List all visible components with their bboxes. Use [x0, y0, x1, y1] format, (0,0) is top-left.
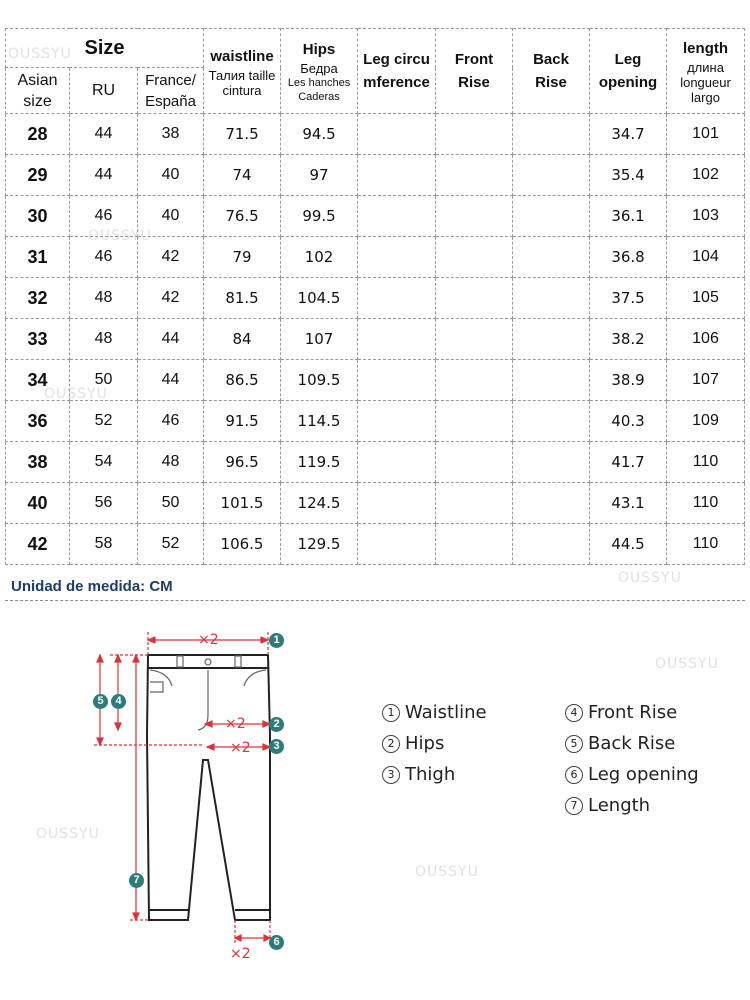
legend-number: 1: [382, 704, 400, 722]
watermark: OUSSYU: [618, 570, 682, 586]
cell-length: 102: [667, 155, 745, 196]
cell-front-rise: [436, 442, 513, 483]
cell-asian: 38: [6, 442, 70, 483]
cell-leg-circ: [358, 483, 436, 524]
cell-leg-opening: 37.5: [590, 278, 667, 319]
size-header: Size: [6, 29, 204, 68]
cell-asian: 31: [6, 237, 70, 278]
cell-waist: 74: [204, 155, 281, 196]
cell-hips: 102: [281, 237, 358, 278]
legend-number: 6: [565, 766, 583, 784]
legend-label: Length: [588, 795, 651, 816]
legend-label: Hips: [405, 733, 445, 754]
cell-ru: 48: [70, 278, 138, 319]
cell-ru: 46: [70, 237, 138, 278]
hips-translations: Les hanches Caderas: [287, 77, 351, 103]
cell-waist: 81.5: [204, 278, 281, 319]
table-row: [6, 524, 745, 565]
cell-back-rise: [513, 278, 590, 319]
table-row: [6, 483, 745, 524]
cell-hips: 97: [281, 155, 358, 196]
cell-front-rise: [436, 319, 513, 360]
measurement-lines: [94, 632, 270, 945]
cell-length: 104: [667, 237, 745, 278]
cell-ru: 54: [70, 442, 138, 483]
cell-ru: 50: [70, 360, 138, 401]
cell-leg-opening: 41.7: [590, 442, 667, 483]
cell-back-rise: [513, 524, 590, 565]
thigh-x2-label: ×2: [230, 740, 251, 756]
cell-asian: 42: [6, 524, 70, 565]
unit-note: Unidad de medida: CM: [11, 578, 173, 595]
cell-leg-opening: 44.5: [590, 524, 667, 565]
length-translations: длина longueur largo: [680, 60, 731, 105]
legend-label: Back Rise: [588, 733, 676, 754]
length-header: [667, 29, 745, 114]
cell-waist: 91.5: [204, 401, 281, 442]
cell-leg-circ: [358, 114, 436, 155]
legend-item: [382, 702, 487, 723]
cell-back-rise: [513, 237, 590, 278]
cell-hips: 104.5: [281, 278, 358, 319]
legend-number: 7: [565, 797, 583, 815]
cell-length: 109: [667, 401, 745, 442]
hips-translation-ru: Бедра: [300, 61, 338, 76]
marker-4: 4: [111, 694, 126, 709]
cell-waist: 86.5: [204, 360, 281, 401]
cell-asian: 28: [6, 114, 70, 155]
leg-opening-header: Leg opening: [590, 29, 667, 114]
table-row: [6, 196, 745, 237]
cell-ru: 46: [70, 196, 138, 237]
cell-back-rise: [513, 360, 590, 401]
cell-leg-circ: [358, 278, 436, 319]
cell-length: 105: [667, 278, 745, 319]
cell-length: 103: [667, 196, 745, 237]
legend-label: Thigh: [405, 764, 456, 785]
cell-fr: 44: [138, 360, 204, 401]
watermark: OUSSYU: [415, 864, 479, 880]
legend-label: Front Rise: [588, 702, 678, 723]
cell-back-rise: [513, 155, 590, 196]
size-chart-table: [5, 28, 745, 565]
ru-header: RU: [70, 68, 138, 114]
legend-item: [565, 795, 650, 816]
cell-length: 110: [667, 442, 745, 483]
waist-x2-label: ×2: [198, 632, 219, 648]
leg-opening-x2-label: ×2: [230, 946, 251, 962]
cell-front-rise: [436, 360, 513, 401]
table-row: [6, 155, 745, 196]
cell-front-rise: [436, 278, 513, 319]
cell-fr: 38: [138, 114, 204, 155]
section-divider: [5, 600, 745, 601]
cell-leg-circ: [358, 319, 436, 360]
cell-waist: 84: [204, 319, 281, 360]
cell-leg-circ: [358, 155, 436, 196]
cell-fr: 48: [138, 442, 204, 483]
leg-circumference-header: Leg circumference: [358, 29, 436, 114]
marker-7: 7: [129, 873, 144, 888]
cell-leg-circ: [358, 196, 436, 237]
cell-asian: 30: [6, 196, 70, 237]
legend-item: [382, 733, 444, 754]
cell-hips: 129.5: [281, 524, 358, 565]
cell-leg-circ: [358, 401, 436, 442]
watermark: OUSSYU: [655, 656, 719, 672]
cell-leg-circ: [358, 237, 436, 278]
cell-hips: 114.5: [281, 401, 358, 442]
watermark: OUSSYU: [8, 46, 72, 62]
cell-ru: 52: [70, 401, 138, 442]
legend-label: Waistline: [405, 702, 487, 723]
cell-leg-opening: 38.2: [590, 319, 667, 360]
cell-waist: 96.5: [204, 442, 281, 483]
marker-1: 1: [269, 633, 284, 648]
cell-fr: 50: [138, 483, 204, 524]
cell-fr: 42: [138, 237, 204, 278]
cell-hips: 124.5: [281, 483, 358, 524]
cell-front-rise: [436, 155, 513, 196]
cell-fr: 42: [138, 278, 204, 319]
cell-leg-circ: [358, 442, 436, 483]
legend-item: [565, 733, 675, 754]
waistline-translations: Талия taille cintura: [208, 67, 276, 98]
legend-number: 2: [382, 735, 400, 753]
cell-ru: 44: [70, 155, 138, 196]
cell-waist: 76.5: [204, 196, 281, 237]
cell-back-rise: [513, 114, 590, 155]
legend-label: Leg opening: [588, 764, 699, 785]
cell-back-rise: [513, 401, 590, 442]
cell-asian: 32: [6, 278, 70, 319]
cell-ru: 44: [70, 114, 138, 155]
cell-front-rise: [436, 483, 513, 524]
pants-measurement-diagram: [80, 620, 300, 970]
table-row: [6, 401, 745, 442]
table-row: [6, 442, 745, 483]
cell-leg-opening: 38.9: [590, 360, 667, 401]
table-row: [6, 319, 745, 360]
waistline-header: [204, 29, 281, 114]
cell-length: 106: [667, 319, 745, 360]
legend-number: 5: [565, 735, 583, 753]
cell-asian: 34: [6, 360, 70, 401]
cell-ru: 56: [70, 483, 138, 524]
table-row: [6, 237, 745, 278]
cell-hips: 107: [281, 319, 358, 360]
cell-asian: 40: [6, 483, 70, 524]
cell-leg-opening: 35.4: [590, 155, 667, 196]
table-row: [6, 360, 745, 401]
legend-number: 3: [382, 766, 400, 784]
cell-asian: 29: [6, 155, 70, 196]
cell-ru: 48: [70, 319, 138, 360]
cell-ru: 58: [70, 524, 138, 565]
cell-waist: 106.5: [204, 524, 281, 565]
cell-front-rise: [436, 401, 513, 442]
cell-leg-opening: 36.1: [590, 196, 667, 237]
cell-leg-opening: 36.8: [590, 237, 667, 278]
legend-item: [565, 764, 699, 785]
cell-hips: 109.5: [281, 360, 358, 401]
length-title: length: [683, 40, 729, 57]
hips-header: [281, 29, 358, 114]
back-rise-header: Back Rise: [513, 29, 590, 114]
cell-back-rise: [513, 196, 590, 237]
cell-leg-opening: 43.1: [590, 483, 667, 524]
marker-6: 6: [269, 935, 284, 950]
cell-front-rise: [436, 524, 513, 565]
cell-back-rise: [513, 483, 590, 524]
legend-item: [565, 702, 677, 723]
hips-x2-label: ×2: [225, 716, 246, 732]
cell-hips: 119.5: [281, 442, 358, 483]
cell-fr: 52: [138, 524, 204, 565]
cell-hips: 94.5: [281, 114, 358, 155]
cell-waist: 71.5: [204, 114, 281, 155]
cell-front-rise: [436, 196, 513, 237]
front-rise-header: Front Rise: [436, 29, 513, 114]
marker-5: 5: [93, 694, 108, 709]
table-row: [6, 114, 745, 155]
cell-back-rise: [513, 319, 590, 360]
cell-waist: 79: [204, 237, 281, 278]
cell-waist: 101.5: [204, 483, 281, 524]
cell-back-rise: [513, 442, 590, 483]
cell-fr: 46: [138, 401, 204, 442]
cell-length: 110: [667, 524, 745, 565]
asian-size-header: Asian size: [6, 68, 70, 114]
cell-leg-opening: 34.7: [590, 114, 667, 155]
marker-3: 3: [269, 739, 284, 754]
cell-asian: 33: [6, 319, 70, 360]
cell-front-rise: [436, 237, 513, 278]
cell-length: 101: [667, 114, 745, 155]
waistline-title: waistline: [210, 47, 274, 65]
watermark: OUSSYU: [88, 228, 152, 244]
cell-length: 107: [667, 360, 745, 401]
cell-leg-opening: 40.3: [590, 401, 667, 442]
cell-fr: 44: [138, 319, 204, 360]
cell-fr: 40: [138, 155, 204, 196]
cell-hips: 99.5: [281, 196, 358, 237]
cell-leg-circ: [358, 524, 436, 565]
cell-asian: 36: [6, 401, 70, 442]
legend-number: 4: [565, 704, 583, 722]
cell-fr: 40: [138, 196, 204, 237]
legend-item: [382, 764, 455, 785]
table-row: [6, 278, 745, 319]
cell-front-rise: [436, 114, 513, 155]
hips-title: Hips: [302, 41, 336, 58]
marker-2: 2: [269, 717, 284, 732]
cell-length: 110: [667, 483, 745, 524]
france-espana-header: France/ España: [138, 68, 204, 114]
pants-illustration: [80, 620, 300, 965]
watermark: OUSSYU: [36, 826, 100, 842]
watermark: OUSSYU: [44, 386, 108, 402]
cell-leg-circ: [358, 360, 436, 401]
